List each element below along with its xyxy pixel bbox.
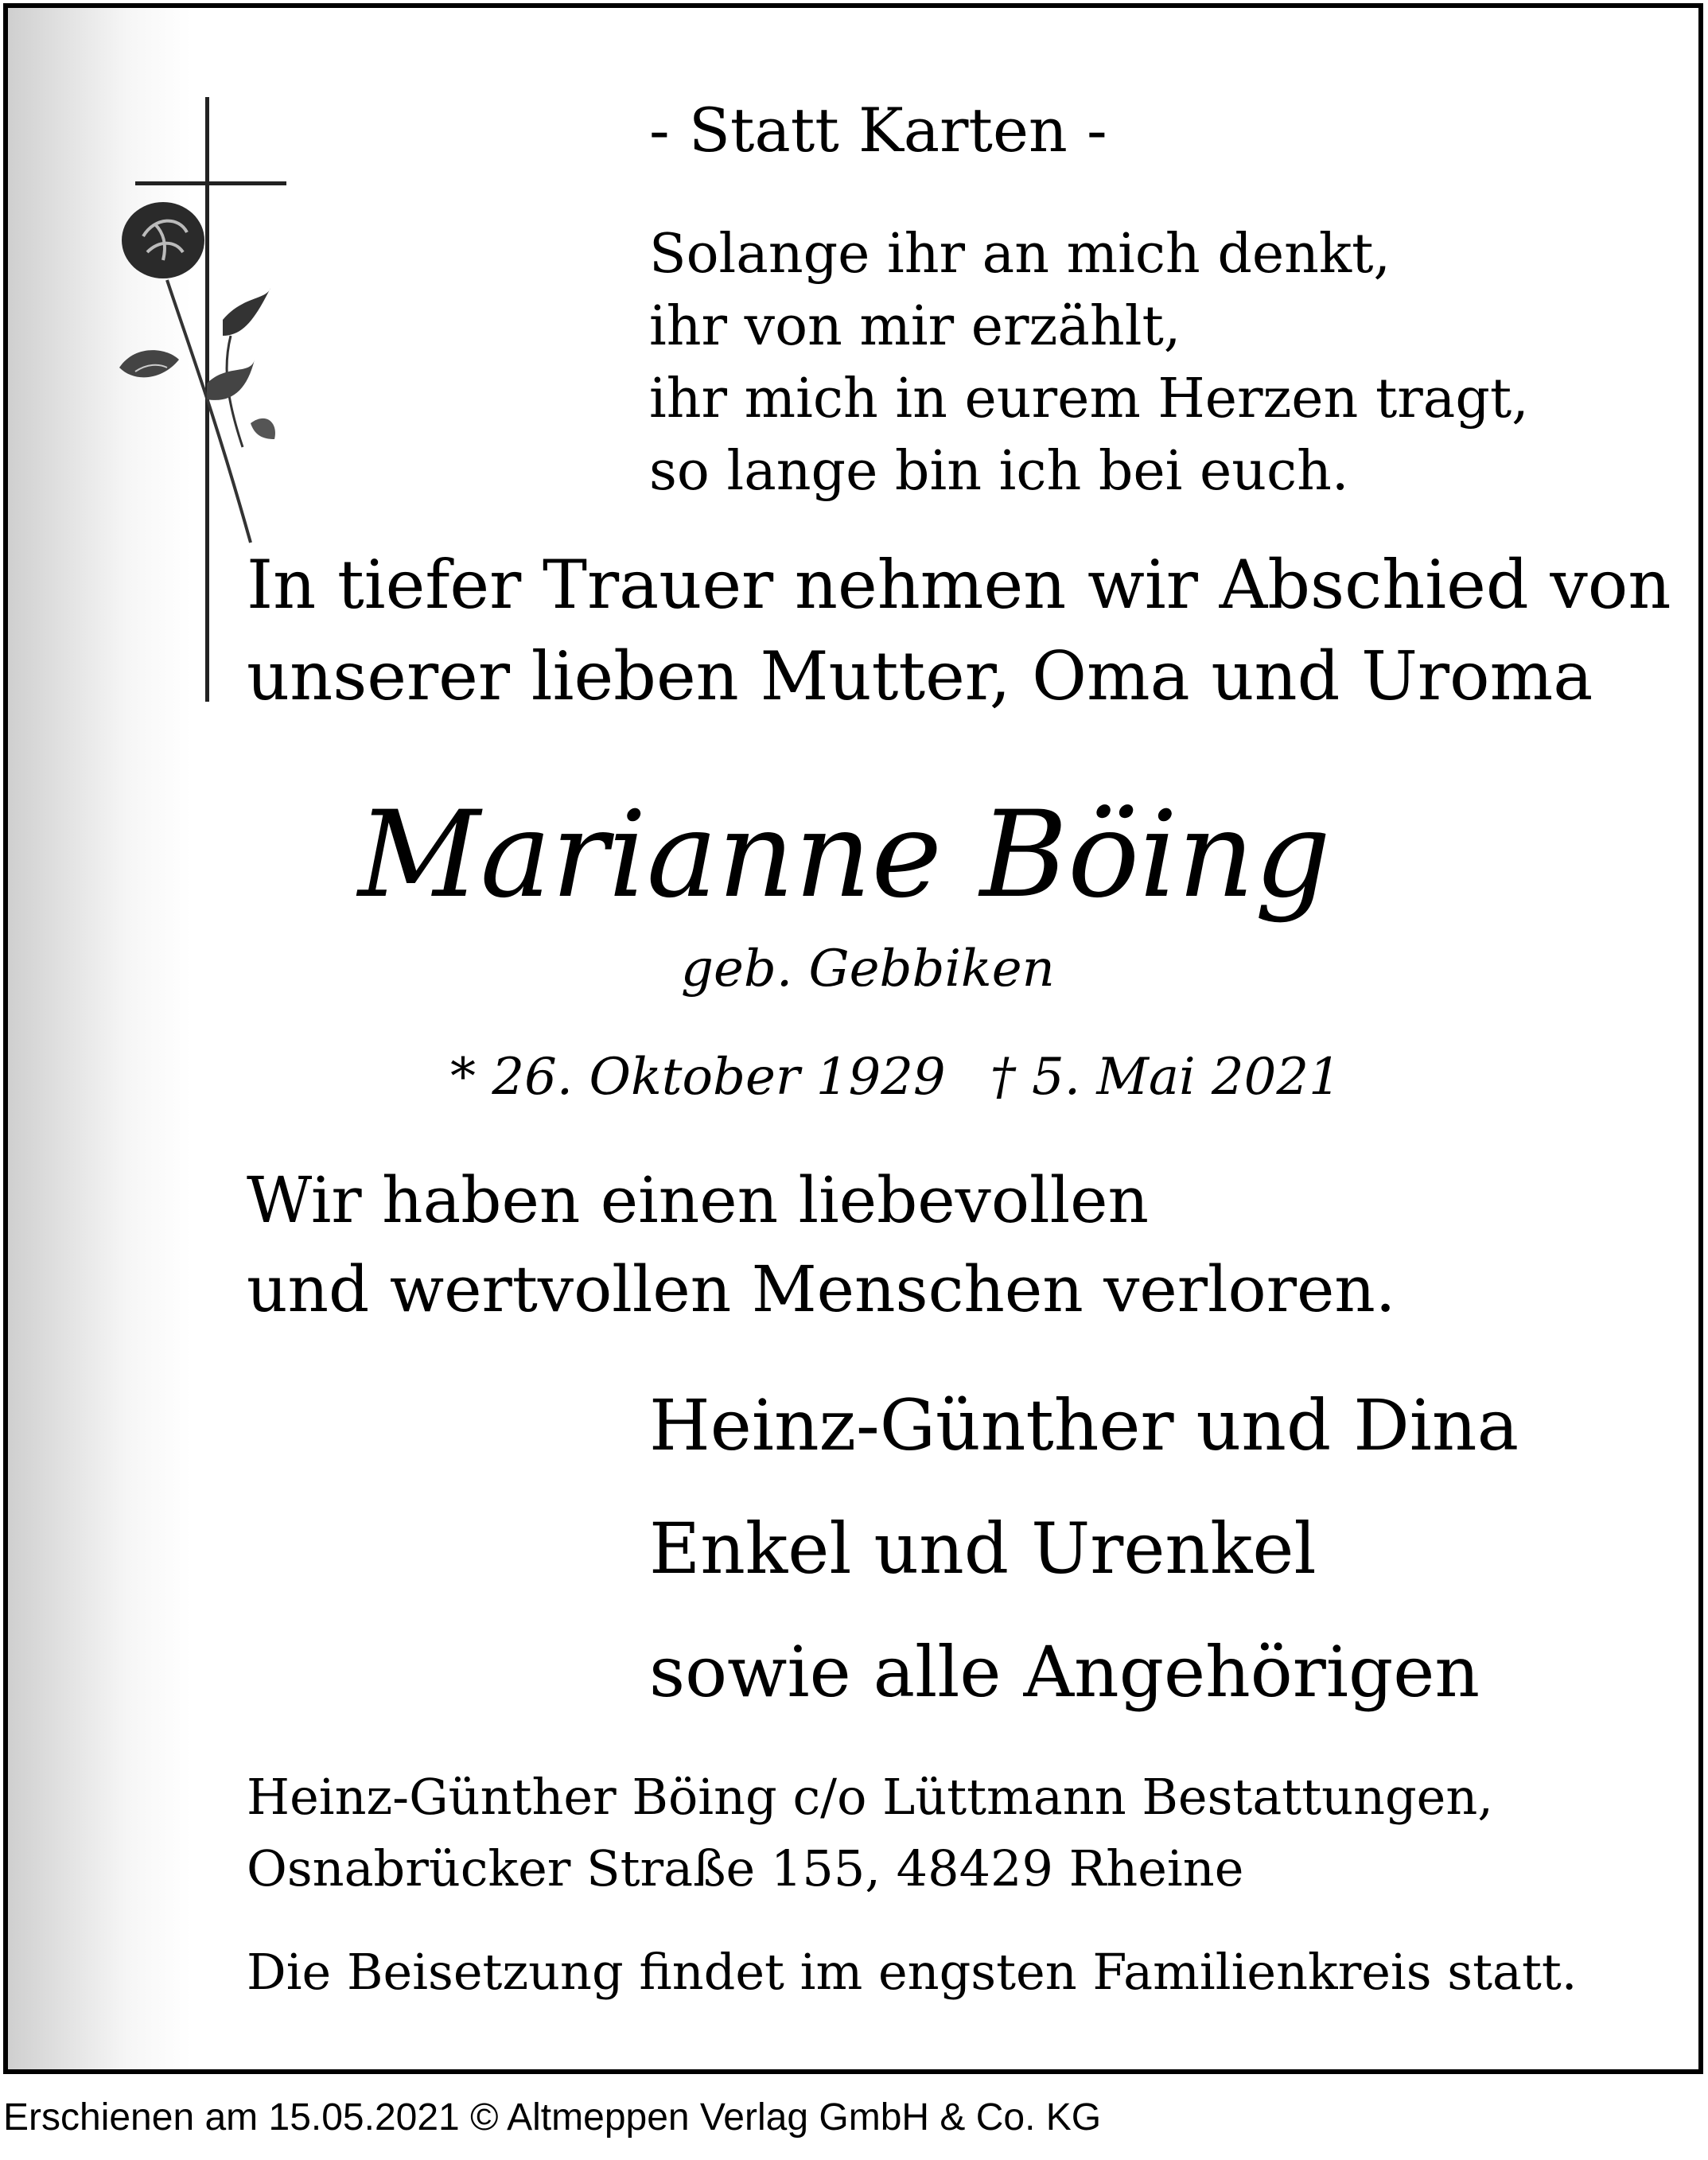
maiden-name: geb. Gebbiken [681, 940, 1055, 998]
message-line: Wir haben einen liebevollen [247, 1163, 1150, 1237]
life-dates [450, 1048, 1341, 1107]
poem [649, 223, 1529, 512]
loss-message [247, 1163, 1395, 1341]
mourning-intro [247, 546, 1671, 729]
mourner-line: sowie alle Angehörigen [649, 1631, 1480, 1713]
publication-note: Erschienen am 15.05.2021 © Altmeppen Verlag GmbH & Co. KG [3, 2096, 1102, 2139]
poem-line: ihr von mir erzählt, [649, 295, 1181, 358]
mourner-line: Enkel und Urenkel [649, 1508, 1317, 1590]
burial-note: Die Beisetzung findet im engsten Familienkreis statt. [247, 1943, 1578, 2001]
heading-statt-karten: - Statt Karten - [649, 95, 1107, 165]
poem-line: ihr mich in eurem Herzen tragt, [649, 368, 1529, 430]
poem-line: Solange ihr an mich denkt, [649, 223, 1391, 286]
message-line: und wertvollen Menschen verloren. [247, 1252, 1396, 1326]
mourner-line: Heinz-Günther und Dina [649, 1384, 1519, 1466]
birth-date: * 26. Oktober 1929 [450, 1048, 946, 1107]
deceased-name: Marianne Böing [358, 786, 1331, 924]
mourners-list [649, 1384, 1519, 1754]
intro-line: unserer lieben Mutter, Oma und Uroma [247, 637, 1593, 715]
obituary-notice [3, 3, 1703, 2074]
intro-line: In tiefer Trauer nehmen wir Abschied von [247, 546, 1671, 624]
address-line: Heinz-Günther Böing c/o Lüttmann Bestattungen, [247, 1768, 1494, 1826]
death-date: † 5. Mai 2021 [990, 1048, 1341, 1107]
contact-address [247, 1768, 1493, 1911]
poem-line: so lange bin ich bei euch. [649, 440, 1349, 503]
address-line: Osnabrücker Straße 155, 48429 Rheine [247, 1839, 1244, 1897]
